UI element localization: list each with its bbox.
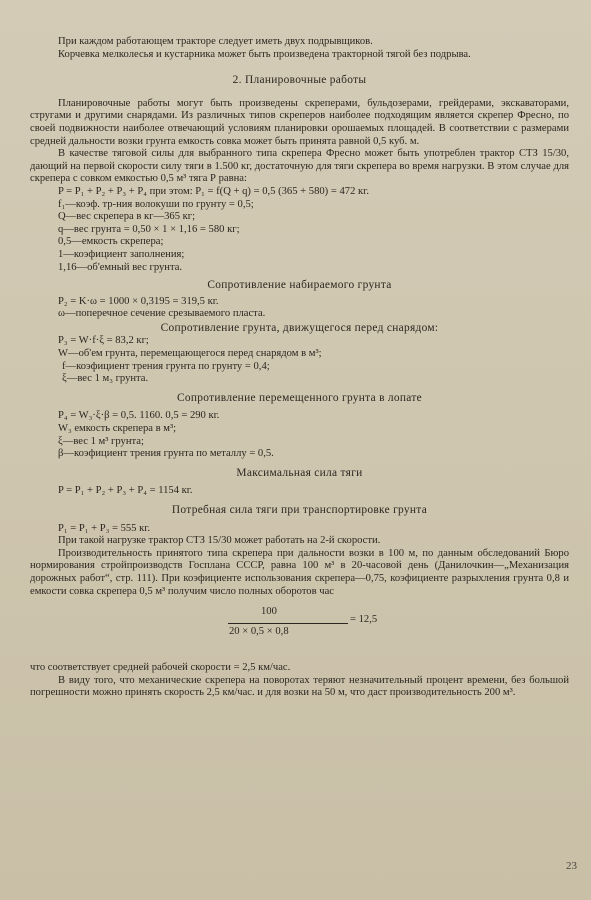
- intro-line-1: При каждом работающем тракторе следует иметь двух подрывщиков.: [58, 36, 373, 47]
- section-title: 2. Планировочные работы: [232, 74, 367, 87]
- definitions-list-1: [30, 199, 569, 275]
- paragraph-speed: что соответствует средней рабочей скорости = 2,5 км/час.: [30, 662, 291, 674]
- definition-item: f₁—коэф. тр-ния волокуши по грунту = 0,5;: [58, 198, 254, 210]
- heading-required-traction: Потребная сила тяги при транспортировке грунта: [171, 504, 428, 516]
- definition-item: 0,5—емкость скрепера;: [58, 236, 164, 248]
- formula-required-traction: P₁ = P₁ + P₃ = 555 кг.: [58, 522, 151, 534]
- heading-resistance-moving: Сопротивление грунта, движущегося перед снарядом:: [160, 321, 439, 334]
- definition-item: W₃ емкость скрепера в м³;: [58, 423, 177, 435]
- definition-item: 1,16—об'емный вес грунта.: [58, 261, 183, 273]
- definition-item: W—об'ем грунта, перемещающегося перед снарядом в м³;: [58, 348, 322, 360]
- intro-line-2: Корчевка мелколесья и кустарника может быть произведена тракторной тягой без подрыва.: [58, 48, 471, 60]
- heading-resistance-fill: Сопротивление набираемого грунта: [207, 279, 392, 292]
- heading-resistance-shovel: Сопротивление перемещенного грунта в лопате: [177, 391, 422, 404]
- heading-max-traction: Максимальная сила тяги: [236, 466, 363, 479]
- paragraph-productivity: Производительность принятого типа скрепера при дальности возки в 100 м, по данным обследований Бюро нормирования стройпроизводств Госплана СССР, равна 100 м³ в 20-часовой день (Данилочкин—„Механизация дорожных работ“, стр. 111). При коэфициенте использования скрепера—0,75, коэфициенте разрыхления грунта 0,8 и емкости совка скрепера 0,5 м³ получим число полных оборотов час: [30, 547, 569, 597]
- fraction-formula: [30, 604, 569, 660]
- definition-item: ξ—вес 1 м₃ грунта.: [62, 373, 149, 385]
- formula-p4: P₄ = W₃·ξ·β = 0,5. 1160. 0,5 = 290 кг.: [58, 410, 220, 422]
- fraction-denominator: 20 × 0,5 × 0,8: [229, 626, 289, 638]
- paragraph-tractor-speed: При такой нагрузке трактор СТЗ 15/30 может работать на 2-й скорости.: [58, 535, 381, 547]
- definition-item: Q—вес скрепера в кг—365 кг;: [58, 211, 196, 223]
- formula-p3: P₃ = W·f·ξ = 83,2 кг;: [58, 335, 149, 347]
- definitions-list-4: [30, 423, 569, 461]
- page-number: 23: [566, 860, 577, 872]
- formula-total-traction: P = P₁ + P₂ + P₃ + P₄ при этом: P₁ = f(Q + q) = 0,5 (365 + 580) = 472 кг.: [58, 185, 369, 197]
- definition-item: ω—поперечное сечение срезываемого пласта.: [58, 308, 266, 320]
- definition-item: f—коэфициент трения грунта по грунту = 0,4;: [62, 360, 270, 372]
- paragraph-traction: В качестве тяговой силы для выбранного типа скрепера Фресно может быть употреблен трактор СТЗ 15/30, дающий на первой скорости силу тяги в 1.500 кг, достаточную для тяги скрепера во время нагрузки. В этом случае для скрепера с совком емкостью 0,5 м³ тяга Р равна:: [30, 148, 569, 185]
- definition-item: 1—коэфициент заполнения;: [58, 248, 185, 260]
- formula-p2: P₂ = K·ω = 1000 × 0,3195 = 319,5 кг.: [58, 295, 219, 307]
- definition-item: q—вес грунта = 0,50 × 1 × 1,16 = 580 кг;: [58, 223, 240, 235]
- fraction-result: = 12,5: [350, 614, 378, 626]
- formula-max-traction: P = P₁ + P₂ + P₃ + P₄ = 1154 кг.: [58, 485, 193, 497]
- definition-item: ξ—вес 1 м³ грунта;: [58, 435, 144, 447]
- fraction-numerator: 100: [261, 606, 277, 618]
- paragraph-planning: Планировочные работы могут быть произведены скреперами, бульдозерами, грейдерами, экскаваторами, стругами и другими снарядами. Из различных типов скреперов наиболее подходящим является скрепер Фресно, по своей подвижности наиболее отвечающий условиям планировки орошаемых площадей. В соответствии с размерами средней дальности возки грунта емкость совка может быть принята равной 0,5 куб. м.: [30, 97, 569, 147]
- definition-item: β—коэфициент трения грунта по металлу = 0,5.: [58, 448, 274, 460]
- definitions-list-3: [30, 348, 569, 386]
- fraction-bar: [228, 623, 348, 624]
- paragraph-conclusion: В виду того, что механические скрепера на поворотах теряют незначительный процент времени, без большой погрешности можно принять скорость 2,5 км/час. и для возки на 50 м, что даст производительность 200 м³.: [30, 674, 569, 699]
